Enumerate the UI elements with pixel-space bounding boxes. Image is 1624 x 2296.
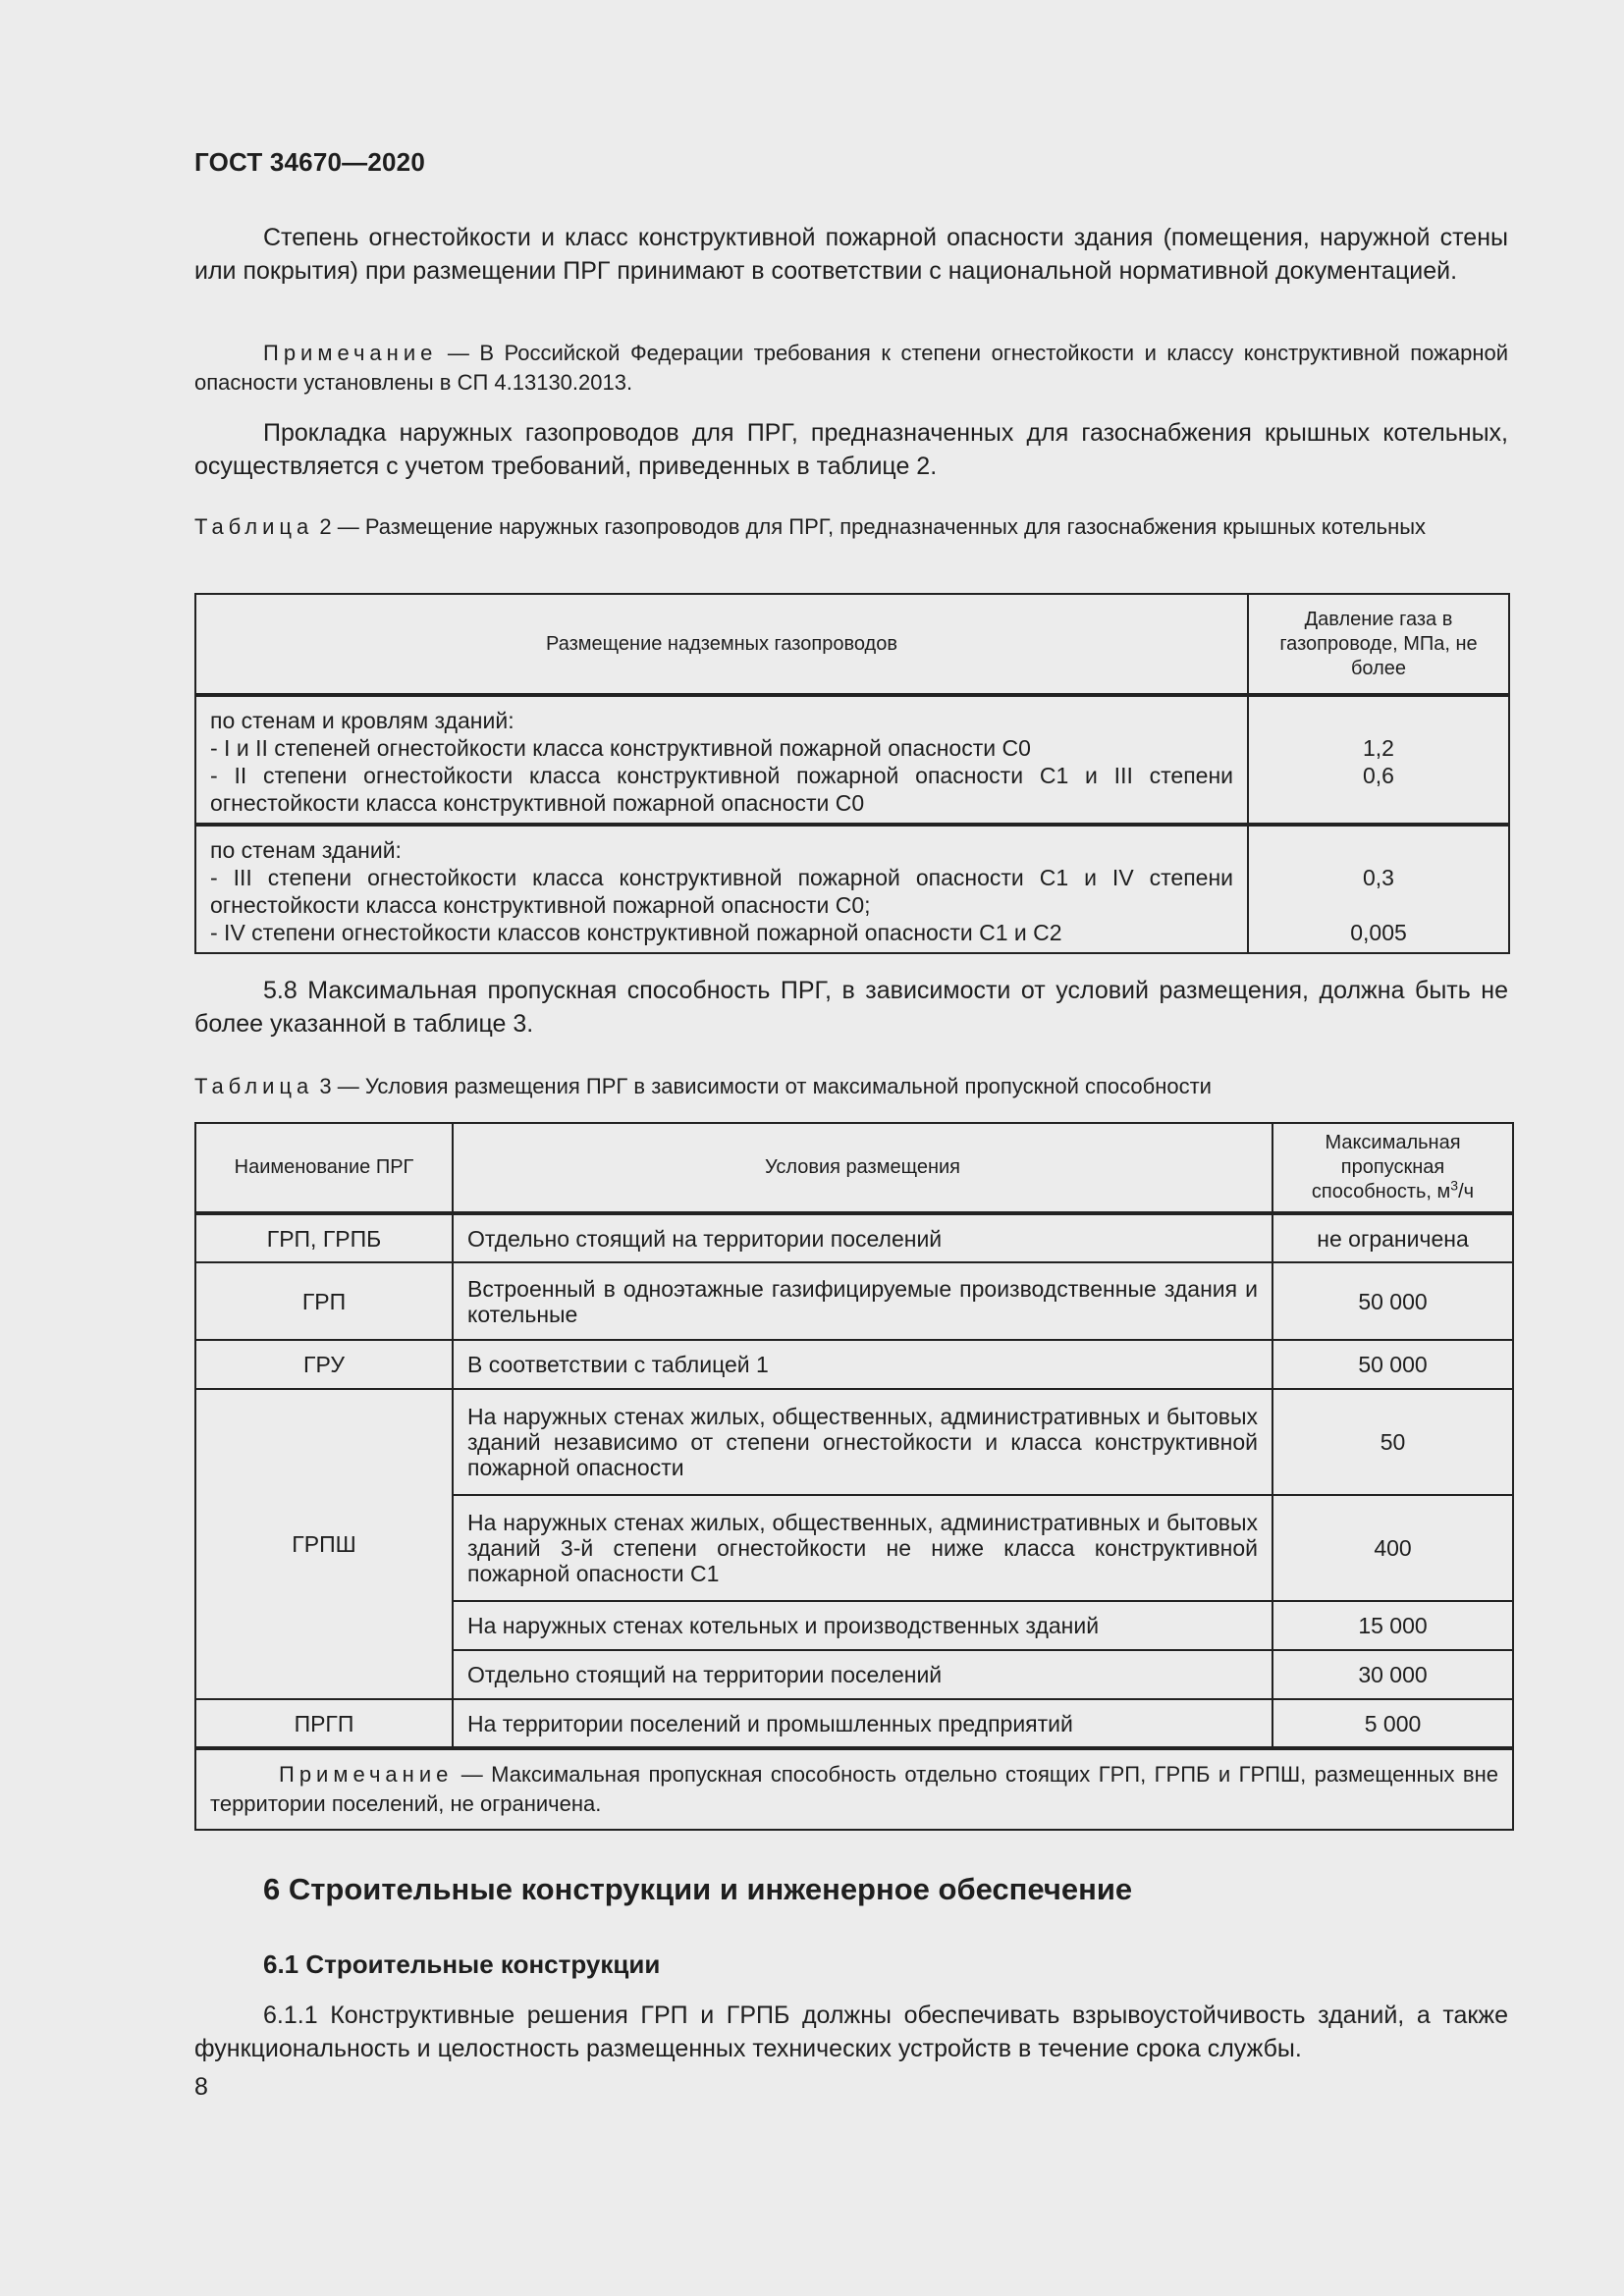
table3-cell-capacity: 30 000 — [1272, 1650, 1513, 1699]
note-label: Примечание — [263, 341, 438, 365]
table3-caption-label: Таблица — [194, 1074, 314, 1098]
table-row — [195, 1699, 1513, 1748]
table3-cell-condition: В соответствии с таблицей 1 — [453, 1340, 1272, 1389]
table2-value: 0,6 — [1363, 763, 1394, 788]
table2-group-item: - III степени огнестойкости класса конструктивной пожарной опасности С1 и IV степени огнестойкости класса конструктивной пожарной опасности С0; — [210, 865, 1233, 918]
table3-note-row — [195, 1748, 1513, 1830]
table2-cell-pressure — [1248, 695, 1509, 825]
table3-cell-condition: На наружных стенах жилых, общественных, административных и бытовых зданий 3-й степени огнестойкости не ниже класса конструктивной пожарной опасности С1 — [453, 1495, 1272, 1601]
table3-cell-condition: Отдельно стоящий на территории поселений — [453, 1213, 1272, 1262]
table3-cell-capacity: 50 000 — [1272, 1262, 1513, 1340]
paragraph-6-1-1: 6.1.1 Конструктивные решения ГРП и ГРПБ должны обеспечивать взрывоустойчивость зданий, а также функциональность и целостность размещенных технических устройств в течение срока службы. — [194, 2002, 1508, 2062]
table-3 — [194, 1122, 1514, 1831]
table2-group-item: - II степени огнестойкости класса конструктивной пожарной опасности С1 и III степени огнестойкости класса конструктивной пожарной опасности С0 — [210, 763, 1233, 816]
table3-header-capacity-tail: /ч — [1458, 1181, 1475, 1202]
table3-cell-condition: Встроенный в одноэтажные газифицируемые производственные здания и котельные — [453, 1262, 1272, 1340]
table3-cell-name: ПРГП — [195, 1699, 453, 1748]
table2-cell-placement — [195, 695, 1248, 825]
table3-cell-name: ГРПШ — [195, 1389, 453, 1699]
paragraph-5-8: 5.8 Максимальная пропускная способность ПРГ, в зависимости от условий размещения, должна быть не более указанной в таблице 3. — [194, 977, 1508, 1038]
table2-header-placement: Размещение надземных газопроводов — [195, 594, 1248, 695]
table3-cell-name: ГРП, ГРПБ — [195, 1213, 453, 1262]
table2-group-title: по стенам зданий: — [210, 837, 402, 863]
document-code: ГОСТ 34670—2020 — [194, 147, 425, 177]
note-text: — В Российской Федерации требования к степени огнестойкости и классу конструктивной пожарной опасности установлены в СП 4.13130.2013. — [194, 341, 1508, 395]
table3-cell-capacity: 5 000 — [1272, 1699, 1513, 1748]
table3-note — [195, 1748, 1513, 1830]
table3-cell-capacity: 400 — [1272, 1495, 1513, 1601]
table3-header-capacity — [1272, 1123, 1513, 1213]
table3-header-name: Наименование ПРГ — [195, 1123, 453, 1213]
section-6-1-heading: 6.1 Строительные конструкции — [263, 1949, 661, 1979]
table2-caption — [194, 512, 1508, 542]
section-6-heading: 6 Строительные конструкции и инженерное обеспечение — [263, 1872, 1133, 1906]
table2-row-walls — [195, 825, 1509, 953]
paragraph-gas-pipelines: Прокладка наружных газопроводов для ПРГ, предназначенных для газоснабжения крышных котельных, осуществляется с учетом требований, приведенных в таблице 2. — [194, 419, 1508, 480]
table2-caption-text: 2 — Размещение наружных газопроводов для ПРГ, предназначенных для газоснабжения крышных котельных — [313, 514, 1427, 539]
table3-caption-text: 3 — Условия размещения ПРГ в зависимости от максимальной пропускной способности — [313, 1074, 1212, 1098]
table2-cell-placement — [195, 825, 1248, 953]
table-row — [195, 1389, 1513, 1495]
table2-group-title: по стенам и кровлям зданий: — [210, 708, 514, 733]
table2-value: 0,3 — [1363, 865, 1394, 890]
note-fire-resistance — [194, 339, 1508, 398]
table3-header-conditions: Условия размещения — [453, 1123, 1272, 1213]
table3-header-capacity-text: Максимальная пропускная способность, м — [1311, 1132, 1461, 1202]
table3-caption — [194, 1072, 1508, 1101]
paragraph-fire-resistance: Степень огнестойкости и класс конструктивной пожарной опасности здания (помещения, наружной стены или покрытия) при размещении ПРГ принимают в соответствии с национальной нормативной документацией. — [194, 224, 1508, 285]
table3-cell-capacity: 15 000 — [1272, 1601, 1513, 1650]
page-number: 8 — [194, 2073, 208, 2101]
table2-caption-label: Таблица — [194, 514, 314, 539]
table2-value: 0,005 — [1350, 920, 1407, 945]
table2-cell-pressure — [1248, 825, 1509, 953]
table2-header-pressure: Давление газа в газопроводе, МПа, не более — [1248, 594, 1509, 695]
table3-cell-capacity: 50 — [1272, 1389, 1513, 1495]
table3-cell-condition: Отдельно стоящий на территории поселений — [453, 1650, 1272, 1699]
table3-header-row — [195, 1123, 1513, 1213]
table2-group-item: - IV степени огнестойкости классов конструктивной пожарной опасности С1 и С2 — [210, 920, 1062, 945]
table-row — [195, 1213, 1513, 1262]
table-row — [195, 1262, 1513, 1340]
table3-cell-capacity: 50 000 — [1272, 1340, 1513, 1389]
table3-note-text: — Максимальная пропускная способность отдельно стоящих ГРП, ГРПБ и ГРПШ, размещенных вне территории поселений, не ограничена. — [210, 1762, 1498, 1816]
table3-cell-condition: На наружных стенах жилых, общественных, административных и бытовых зданий независимо от степени огнестойкости и класса конструктивной пожарной опасности — [453, 1389, 1272, 1495]
table2-header-row — [195, 594, 1509, 695]
table2-value: 1,2 — [1363, 735, 1394, 761]
table3-cell-capacity: не ограничена — [1272, 1213, 1513, 1262]
table3-cell-name: ГРУ — [195, 1340, 453, 1389]
table-2 — [194, 593, 1510, 954]
table3-cell-condition: На наружных стенах котельных и производственных зданий — [453, 1601, 1272, 1650]
table3-cell-name: ГРП — [195, 1262, 453, 1340]
table3-cell-condition: На территории поселений и промышленных предприятий — [453, 1699, 1272, 1748]
table2-row-walls-roofs — [195, 695, 1509, 825]
table3-note-label: Примечание — [279, 1762, 454, 1787]
table3-header-capacity-sup: 3 — [1450, 1177, 1459, 1194]
table2-group-item: - I и II степеней огнестойкости класса конструктивной пожарной опасности С0 — [210, 735, 1031, 761]
table-row — [195, 1340, 1513, 1389]
